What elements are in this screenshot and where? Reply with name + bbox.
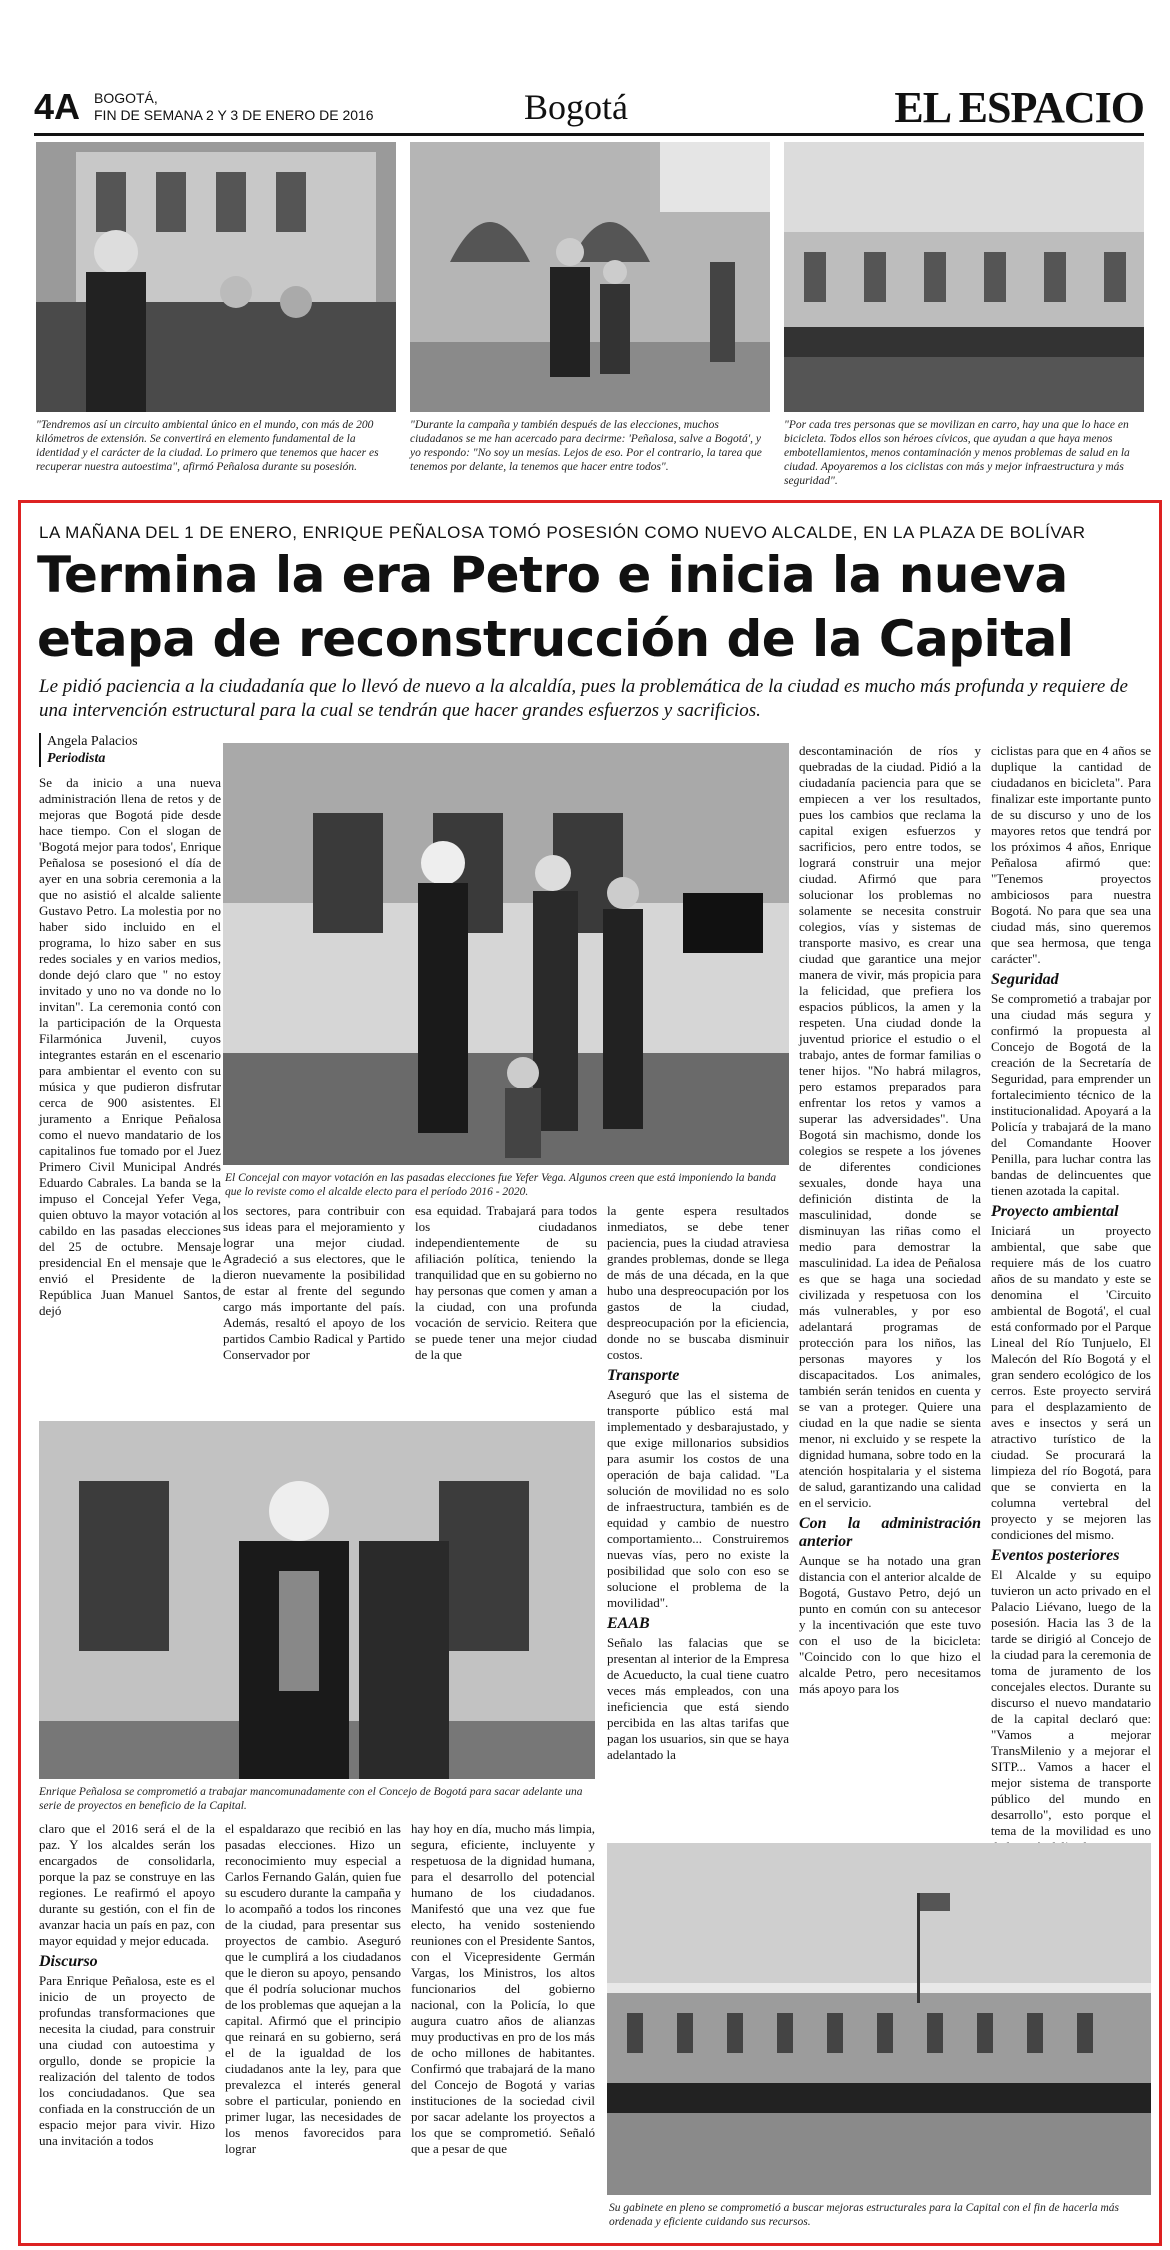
author-role: Periodista (47, 751, 106, 766)
dateline-date: FIN DE SEMANA 2 Y 3 DE ENERO DE 2016 (94, 107, 374, 123)
column-b1-text-b: Para Enrique Peñalosa, este es el inicio de un proyecto de profundas transformaciones que necesita la ciudad, para construir una ciudad con autoestima y orgullo, donde se propicie la realización del talento de todos los conciudadanos. Que sea confiada en la construcción de un espacio mejor para vivir. Hizo una invitación a todos (39, 1973, 215, 2148)
column-1-text: Se da inicio a una nueva administración llena de retos y de mejoras que Bogotá pide desde hace tiempo. Con el slogan de 'Bogotá mejor para todos', Enrique Peñalosa se posesionó el día de ayer en una sobria ceremonia a la que no asistió el alcalde saliente Gustavo Petro. La molestia por no haber sido incluido en el programa, lo hizo saber en sus redes sociales y en varios medios, donde dejó claro que " no estoy invitado y uno no va donde no lo invitan". La ceremonia contó con la participación de la Orquesta Filarmónica Juvenil, cuyos integrantes estarán en el escenario para ambientar el evento con su música y que pudieron disfrutar cerca de 900 asistentes. El juramento a Enrique Peñalosa como el nuevo mandatario de los capitalinos fue tomado por el Juez Primero Civil Municipal Andrés Eduardo Cabrales. La banda se la impuso el Concejal Yefer Vega, quien obtuvo la mayor votación al cabildo en las pasadas elecciones del 25 de octubre. Mensaje presidencial En el mensaje que le envió el Presidente de la República Juan Manuel Santos, dejó (39, 775, 221, 1318)
top-photo-1-caption: "Tendremos así un circuito ambiental único en el mundo, con más de 200 kilómetros de extensión. Se convertirá en elemento fundamental de la identidad y el carácter de la ciudad. Lo primero que tenemos que hacer es recuperar nuestra autoestima", afirmó Peñalosa durante su posesión. (36, 419, 379, 473)
dateline-city: BOGOTÁ, (94, 90, 158, 106)
column-b3 (411, 1821, 595, 2241)
story-photo-3-caption: Su gabinete en pleno se comprometió a buscar mejoras estructurales para la Capital con el fin de hacerla más ordenada y eficiente cuidando sus recursos. (609, 2202, 1119, 2228)
top-photo-2-caption: "Durante la campaña y también después de las elecciones, muchos ciudadanos se me han acercado para decirme: 'Peñalosa, salve a Bogotá', y yo respondo: "No soy un mesías. Lejos de eso. Por el contrario, la tarea que tenemos por delante, la tenemos que hacer entre todos". (410, 419, 762, 473)
top-photo-3-caption: "Por cada tres personas que se movilizan en carro, hay una que lo hace en bicicleta. Todos ellos son héroes cívicos, que ayudan a que haya menos embotellamientos, menos contaminación y menos problemas de salud en la ciudad. Apoyaremos a los ciclistas con más y mejor infraestructura y más seguridad". (784, 419, 1130, 487)
byline (39, 733, 138, 767)
column-6-text-a: ciclistas para que en 4 años se duplique la cantidad de ciudadanos en bicicleta". Para finalizar este importante punto de su discurso y uno de los mayores retos que tendrá por los próximos 4 años, Enrique Peñalosa afirmó que: "Tenemos proyectos ambiciosos para nuestra Bogotá. No para que sea una ciudad más, sino queremos que sea hermosa, que tenga carácter". (991, 743, 1151, 966)
story-deck: Le pidió paciencia a la ciudadanía que lo llevó de nuevo a la alcaldía, pues la problemática de la ciudad es mucho más profunda y requiere de una intervención estructural para la cual se tendrán que hacer grandes esfuerzos y sacrificios. (39, 676, 1128, 721)
column-3-text: esa equidad. Trabajará para todos los ciudadanos independientemente de su afiliación política, teniendo la tranquilidad que en su gobierno no hay personas que comen y aman a la ciudad, con una profunda vocación de servicio. Reitera que se puede tener una mejor ciudad de la que (415, 1203, 597, 1362)
main-story (18, 500, 1162, 2246)
top-photo-2 (410, 142, 770, 412)
story-photo-1 (223, 743, 789, 1165)
column-4 (607, 1203, 789, 1835)
newspaper-logo: EL ESPACIO (894, 83, 1144, 132)
column-3 (415, 1203, 597, 1362)
story-photo-3 (607, 1843, 1151, 2195)
section-title: Bogotá (524, 87, 628, 127)
column-5 (799, 743, 981, 1839)
top-photo-3 (784, 142, 1144, 412)
subhead-discurso: Discurso (39, 1953, 98, 1970)
column-4-text-c: Señalo las falacias que se presentan al interior de la Empresa de Acueducto, la cual tiene cuatro veces más empleados, con una ineficiencia que está siendo percibida en las altas tarifas que pagan los usuarios, sin que se haya adelantado la (607, 1635, 789, 1762)
column-b3-text: hay hoy en día, mucho más limpia, segura, eficiente, incluyente y respetuosa de la dignidad humana, para el desarrollo del potencial humano de los ciudadanos. Manifestó que una vez que fue electo, ha venido sosteniendo reuniones con el Presidente Santos, con el Vicepresidente Germán Vargas, los Ministros, los altos funcionarios del gobierno nacional, con la Policía, lo que augura cuatro años de alianzas muy productivas en pro de los más de ocho millones de habitantes. Confirmó que trabajará de la mano del Concejo de Bogotá y varias instituciones de la sociedad civil por sacar adelante los proyectos a los que se comprometió. Señaló que a pesar de que (411, 1821, 595, 2156)
column-b2 (225, 1821, 401, 2241)
story-kicker: LA MAÑANA DEL 1 DE ENERO, ENRIQUE PEÑALOSA TOMÓ POSESIÓN COMO NUEVO ALCALDE, EN LA PLAZA DE BOLÍVAR (39, 523, 1086, 542)
page-number: 4A (34, 86, 81, 127)
top-photo-1 (36, 142, 396, 412)
column-2 (223, 1203, 405, 1362)
story-headline: Termina la era Petro e inicia la nueva etapa de reconstrucción de la Capital (37, 546, 1074, 668)
column-b2-text: el espaldarazo que recibió en las pasadas elecciones. Hizo un reconocimiento muy especial a Carlos Fernando Galán, quien fue su escudero durante la campaña y lo acompañó a todos los rincones de la ciudad, para presentar sus proyectos de cambio. Aseguró que le cumplirá a los ciudadanos que le dieron su apoyo, pensando que él podría solucionar muchos de los problemas que aquejan a la capital. Afirmó que el principio que reinará en su gobierno, será el de la igualdad de los ciudadanos ante la ley, para que prevalezca el interés general sobre el particular, poniendo en primer lugar, las necesidades de los menos favorecidos para lograr (225, 1821, 401, 2156)
subhead-ambiental: Proyecto ambiental (991, 1203, 1119, 1220)
masthead (34, 78, 1144, 136)
subhead-administracion: Con la administración anterior (799, 1515, 981, 1550)
story-photo-2-caption: Enrique Peñalosa se comprometió a trabajar mancomunadamente con el Concejo de Bogotá para sacar adelante una serie de proyectos en beneficio de la Capital. (39, 1786, 583, 1812)
subhead-transporte: Transporte (607, 1367, 680, 1384)
subhead-seguridad: Seguridad (991, 971, 1059, 988)
story-photo-2 (39, 1421, 595, 1779)
column-4-text-b: Aseguró que las el sistema de transporte público está mal implementado y desbarajustado, y que exige millonarios subsidios para asumir los costos de una operación de baja calidad. "La solución de movilidad no es solo de infraestructura, también es de equidad y cambio de nuestro comportamiento... Construiremos nuevas vías, pero no existe la posibilidad que solo con eso se solucione el problema de la movilidad". (607, 1387, 789, 1610)
column-6-text-c: Iniciará un proyecto ambiental, que sabe que requiere más de los cuatro años de su mandato y este se denomina el 'Circuito ambiental de Bogotá', el cual está conformado por el Parque Lineal del Río Tunjuelo, El Malecón del Río Bogotá y el gran sendero ecológico de los cerros. Este proyecto servirá para el desplazamiento de aves e insectos y será un atractivo turístico de la ciudad. Se procurará la limpieza del río Bogotá, para que se convierta en la columna vertebral del proyecto y se mejoren las condiciones del mismo. (991, 1223, 1151, 1542)
dateline (94, 90, 374, 124)
column-5-text-a: descontaminación de ríos y quebradas de la ciudad. Pidió a la ciudadanía paciencia para que se empiecen a ver los resultados, pues los cambios que reclama la capital exigen esfuerzos y sacrificios, pero entre todos, se logrará construir una mejor ciudad. Afirmó que para solucionar los problemas no solamente se necesita construir colegios, vías y sistemas de transporte masivo, es crear una ciudad que garantice una mejor manera de vivir, más propicia para la felicidad, que prefiera los espacios públicos, la amen y la respeten. Una ciudad donde la juventud priorice el estudio o el trabajo, antes de formar familias o tener hijos. "No habrá milagros, pero estamos preparados para enfrentar los retos y vamos a superar las adversidades". Una Bogotá sin machismo, donde los colegios se respete a los jóvenes de diferentes condiciones sexuales, donde haya una definición distinta de la masculinidad, donde se disminuyan las riñas como el medio para demostrar la masculinidad. La idea de Peñalosa es que se haga una sociedad civilizada y respetuosa con los más vulnerables, y por eso adelantará programas de protección para los niños, las personas mayores y los discapacitados. Los animales, también serán tenidos en cuenta y se van a proteger. Quiere una ciudad en la que nadie se sienta menor, ni excluido y se respete la dignidad humana, sobre todo en la atención hospitalaria y el sistema de salud, garantizando una calidad en el servicio. (799, 743, 981, 1510)
column-6-text-b: Se comprometió a trabajar por una ciudad más segura y confirmó la propuesta al Concejo de Bogotá de la creación de la Secretaría de Seguridad, para emprender un fortalecimiento técnico de la institucionalidad. Apoyará a la Policía y trabajará de la mano del Comandante Hoover Penilla, para luchar contra las bandas de delincuentes que tienen azotada la capital. (991, 991, 1151, 1198)
column-5-text-b: Aunque se ha notado una gran distancia con el anterior alcalde de Bogotá, Gustavo Petro, dejó un punto en común con su antecesor y la incentivación que este tuvo con el uso de la bicicleta: "Coincido con lo que hizo el alcalde Petro, pero necesitamos más apoyo para los (799, 1553, 981, 1696)
author-name: Angela Palacios (47, 734, 138, 749)
column-4-text-a: la gente espera resultados inmediatos, se debe tener paciencia, pues la ciudad atraviesa grandes problemas, donde se llega de más de una década, en la que hubo una despreocupación por los gastos de la ciudad, despreocupación por la eficiencia, donde no se buscaba disminuir costos. (607, 1203, 789, 1362)
column-b1-text-a: claro que el 2016 será el de la paz. Y los alcaldes serán los encargados de consolidarla, porque la paz se construye en las regiones. Le reafirmó el apoyo durante su gestión, con el fin de avanzar hacia un país en paz, con mayor equidad y mejor educada. (39, 1821, 215, 1948)
story-photo-1-caption: El Concejal con mayor votación en las pasadas elecciones fue Yefer Vega. Algunos creen que está imponiendo la banda que lo reviste como el alcalde electo para el período 2016 - 2020. (225, 1172, 777, 1198)
subhead-eaab: EAAB (607, 1615, 650, 1632)
column-b1 (39, 1821, 215, 2241)
column-2-text: los sectores, para contribuir con sus ideas para el mejoramiento y lograr una mejor ciudad. Agradeció a sus electores, que le dieron nuevamente la posibilidad de estar al frente del segundo cargo más importante del país. Además, resaltó el apoyo de los partidos Cambio Radical y Partido Conservador por (223, 1203, 405, 1362)
subhead-eventos: Eventos posteriores (991, 1547, 1120, 1564)
column-6 (991, 743, 1151, 1839)
column-6-text-d: El Alcalde y su equipo tuvieron un acto privado en el Palacio Liévano, luego de la posesión. Hacia las 3 de la tarde se dirigió al Concejo de la ciudad para la ceremonia de toma de juramento de los concejales electos. Durante su discurso el nuevo mandatario de la capital declaró que: "Vamos a mejorar TransMilenio y a mejorar el SITP... Vamos a hacer el mejor sistema de transporte público del mundo en desarrollo", esto porque el tema de la movilidad es uno (991, 1567, 1151, 1838)
